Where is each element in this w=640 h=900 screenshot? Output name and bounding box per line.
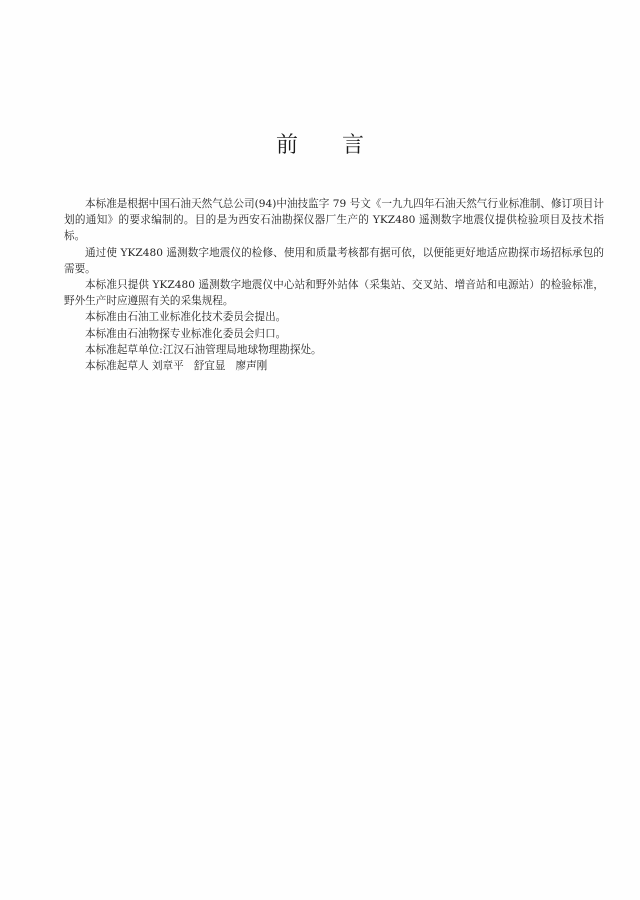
paragraph-proposer: 本标准由石油工业标准化技术委员会提出。 bbox=[85, 311, 287, 324]
title-char: 言 bbox=[342, 133, 365, 158]
title-char: 前 bbox=[275, 133, 298, 158]
drafters-label: 本标准起草人 bbox=[85, 360, 149, 373]
page-title bbox=[0, 128, 640, 159]
paragraph-drafting-unit: 本标准起草单位:江汉石油管理局地球物理勘探处。 bbox=[85, 343, 322, 356]
drafter-name: 舒宜显 bbox=[193, 360, 226, 373]
paragraph-purpose: 通过使 YKZ480 遥测数字地震仪的检修、使用和质量考核都有据可依，以便能更好地适应勘探市场招标承包的需要。 bbox=[64, 246, 604, 275]
drafter-name: 廖声刚 bbox=[235, 360, 268, 373]
paragraph-scope: 本标准只提供 YKZ480 遥测数字地震仪中心站和野外站体（采集站、交叉站、增音站和电源站）的检验标准，野外生产时应遵照有关的采集规程。 bbox=[64, 279, 604, 308]
paragraph-drafters bbox=[64, 358, 604, 374]
drafter-name: 刘章平 bbox=[151, 360, 184, 373]
paragraph-administrator: 本标准由石油物探专业标准化委员会归口。 bbox=[85, 327, 287, 340]
preface-body bbox=[64, 196, 604, 374]
paragraph-basis: 本标准是根据中国石油天然气总公司(94)中油技监字 79 号文《一九九四年石油天然气行业标准制、修订项目计划的通知》的要求编制的。目的是为西安石油勘探仪器厂生产的 YKZ480 遥测数字地震仪提供检验项目及技术指标。 bbox=[64, 198, 604, 243]
